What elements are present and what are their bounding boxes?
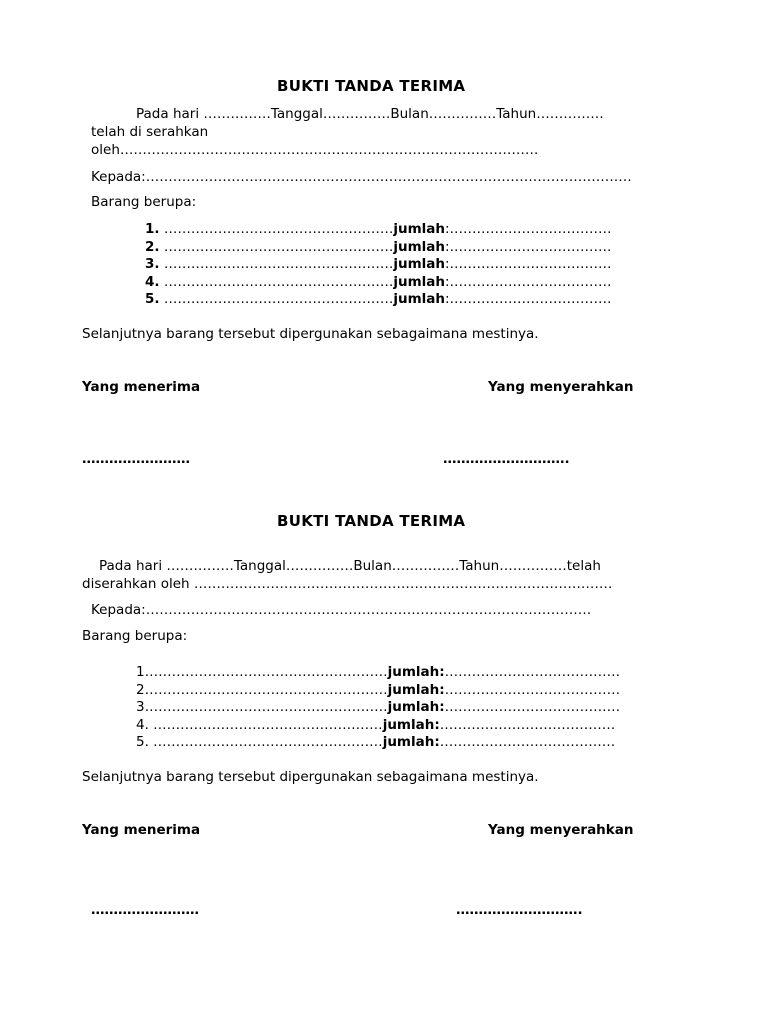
item-qty-blank: ………………………………… <box>439 734 616 750</box>
receipt-2-goods-label: Barang berupa: <box>82 628 188 644</box>
item-qty-label: jumlah: <box>387 699 445 715</box>
item-number: 4 <box>136 717 145 733</box>
item-name-blank: …………………………………………… <box>159 221 394 237</box>
item-name-blank: …………………………………………… <box>159 274 394 290</box>
item-qty-label: jumlah <box>393 221 445 237</box>
item-number: 1. <box>145 221 160 237</box>
list-item <box>136 736 615 750</box>
item-name-blank: …………………………………………… <box>159 239 394 255</box>
item-name-blank: …………………………………………… <box>159 256 394 272</box>
receipt-2-title: BUKTI TANDA TERIMA <box>277 512 466 530</box>
item-name-blank: …………………………………………… <box>159 291 394 307</box>
item-qty-blank: :……………………………… <box>444 274 612 290</box>
list-item <box>145 223 612 237</box>
item-qty-blank: ………………………………… <box>439 717 616 733</box>
item-qty-blank: ………………………………… <box>444 699 621 715</box>
list-item <box>145 258 612 272</box>
receipt-1-receiver-signature-line: …………………… <box>82 451 190 467</box>
receipt-1-intro-line-1: Pada hari ……………Tanggal……………Bulan……………Tahun…………… <box>136 106 604 122</box>
list-item <box>145 293 612 307</box>
item-qty-blank: ………………………………… <box>444 682 621 698</box>
item-number: 1 <box>136 664 145 680</box>
receipt-2-giver-label: Yang menyerahkan <box>488 822 634 838</box>
receipt-2-recipient: Kepada:……………………………………………………………………………………… <box>91 602 592 618</box>
receipt-1-closing: Selanjutnya barang tersebut dipergunakan sebagaimana mestinya. <box>82 326 539 342</box>
list-item <box>136 719 615 733</box>
receipt-1-giver-label: Yang menyerahkan <box>488 379 634 395</box>
receipt-2-receiver-signature-line: …………………… <box>91 902 199 918</box>
receipt-1-giver-signature-line: ………………………. <box>443 451 570 467</box>
receipt-2-giver-signature-line: ………………………. <box>456 902 583 918</box>
item-qty-blank: :……………………………… <box>444 256 612 272</box>
item-qty-label: jumlah <box>393 256 445 272</box>
item-name-blank: ……………………………………………… <box>144 664 388 680</box>
item-qty-blank: :……………………………… <box>444 221 612 237</box>
list-item <box>145 241 612 255</box>
item-qty-blank: :……………………………… <box>444 239 612 255</box>
receipt-1-recipient: Kepada:……………………………………………………………………………………………… <box>91 169 632 185</box>
item-qty-blank: :……………………………… <box>444 291 612 307</box>
item-number: 5. <box>145 291 160 307</box>
receipt-2-closing: Selanjutnya barang tersebut dipergunakan sebagaimana mestinya. <box>82 769 539 785</box>
item-qty-blank: ………………………………… <box>444 664 621 680</box>
item-number: 2. <box>145 239 160 255</box>
list-item <box>136 666 620 680</box>
receipt-1-receiver-label: Yang menerima <box>82 379 201 395</box>
item-qty-label: jumlah <box>393 274 445 290</box>
item-name-blank: ……………………………………………… <box>144 682 388 698</box>
receipt-1-goods-label: Barang berupa: <box>91 194 197 210</box>
item-name-blank: . …………………………………………… <box>144 717 383 733</box>
list-item <box>145 276 612 290</box>
item-qty-label: jumlah: <box>387 682 445 698</box>
item-qty-label: jumlah: <box>382 717 440 733</box>
list-item <box>136 701 620 715</box>
receipt-2-intro-line-1: Pada hari ……………Tanggal……………Bulan……………Tahun……………telah <box>99 558 601 574</box>
receipt-1-intro-line-3: oleh………………………………………………………………………………… <box>91 142 539 158</box>
item-number: 2 <box>136 682 145 698</box>
item-number: 3 <box>136 699 145 715</box>
item-number: 4. <box>145 274 160 290</box>
item-qty-label: jumlah <box>393 291 445 307</box>
receipt-1-title: BUKTI TANDA TERIMA <box>277 77 466 95</box>
item-number: 5 <box>136 734 145 750</box>
item-name-blank: ……………………………………………… <box>144 699 388 715</box>
receipt-2-receiver-label: Yang menerima <box>82 822 201 838</box>
item-number: 3. <box>145 256 160 272</box>
receipt-1-intro-line-2: telah di serahkan <box>91 124 209 140</box>
receipt-2-intro-line-2: diserahkan oleh ………………………………………………………………………………… <box>82 576 613 592</box>
item-qty-label: jumlah: <box>387 664 445 680</box>
item-name-blank: . …………………………………………… <box>144 734 383 750</box>
item-qty-label: jumlah <box>393 239 445 255</box>
item-qty-label: jumlah: <box>382 734 440 750</box>
list-item <box>136 684 620 698</box>
